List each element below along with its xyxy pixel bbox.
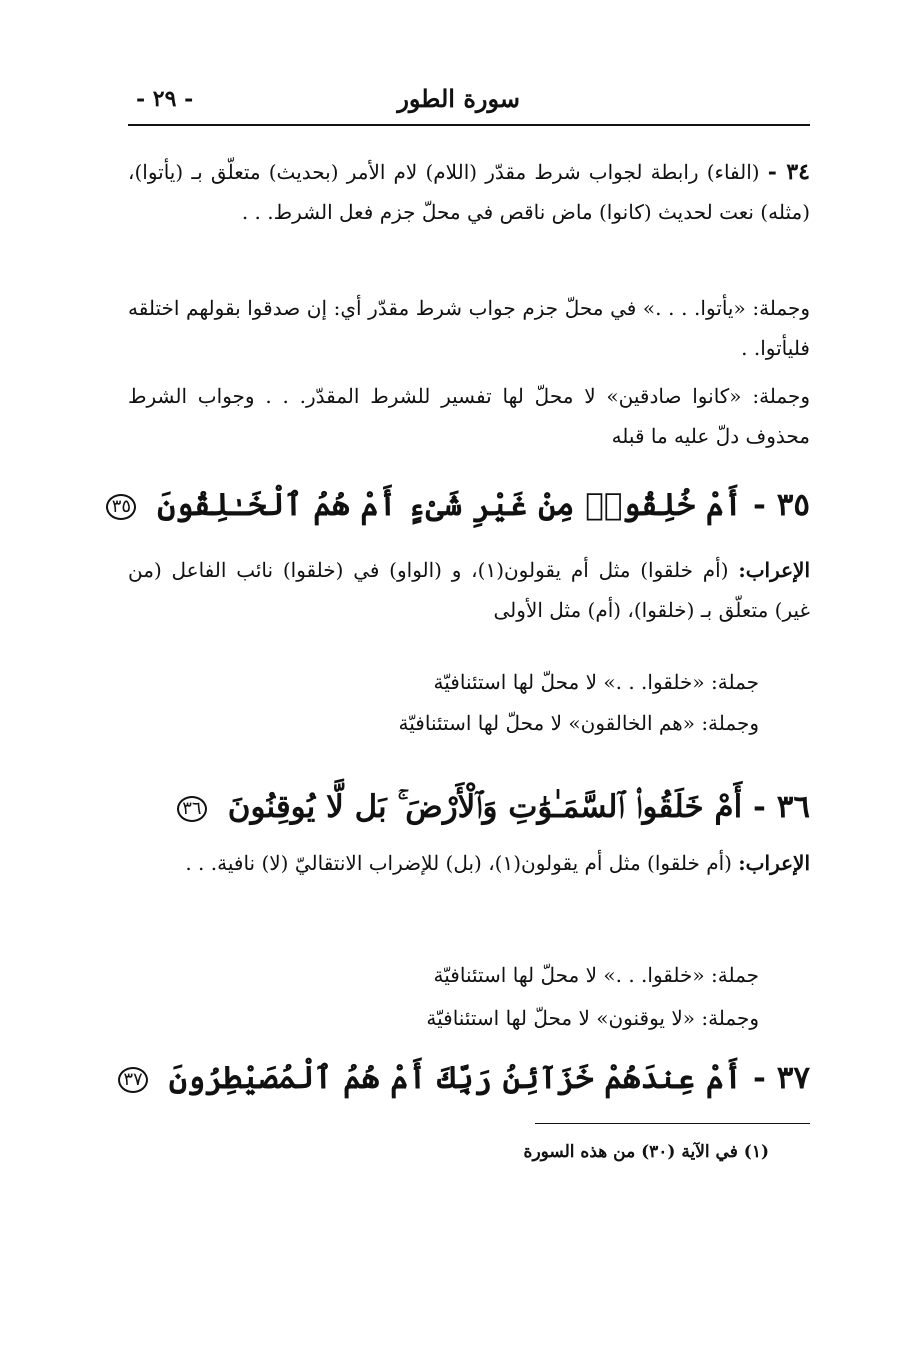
verse-37-number: ٣٧ - xyxy=(753,1060,810,1096)
page-header xyxy=(128,80,810,122)
v34-text: (الفاء) رابطة لجواب شرط مقدّر (اللام) لام الأمر (بحديث) متعلّق بـ (يأتوا)، (مثله) نعت لحديث (كانوا) ماض ناقص في محلّ جزم فعل الشرط. . . xyxy=(128,160,810,224)
v34-sentence-1: وجملة: «يأتوا. . . .» في محلّ جزم جواب شرط مقدّر أي: إن صدقوا بقولهم اختلقه فليأتوا. . xyxy=(128,296,810,360)
verse-37 xyxy=(123,1053,810,1103)
verse-36-text: أَمْ خَلَقُوا۟ ٱلسَّمَـٰوَٰتِ وَٱلْأَرْضَ ۚ بَل لَّا يُوقِنُونَ xyxy=(227,789,743,825)
v34-sentence-2: وجملة: «كانوا صادقين» لا محلّ لها تفسير للشرط المقدّر. . . وجواب الشرط محذوف دلّ عليه ما قبله xyxy=(128,384,810,448)
footnote: (١) في الآية (٣٠) من هذه السورة xyxy=(523,1142,769,1162)
surah-title: سورة الطور xyxy=(397,84,520,113)
page-number: - ٢٩ - xyxy=(136,86,194,112)
v35-jumla-2: وجملة: «هم الخالقون» لا محلّ لها استئنافيّة xyxy=(398,711,759,735)
verse-35-text: أَمْ خُلِقُوا۟ مِنْ غَيْرِ شَىْءٍ أَمْ هُمُ ٱلْخَـٰلِقُونَ xyxy=(157,487,743,523)
v36-irab-label: الإعراب: xyxy=(738,851,810,875)
ayah-marker-35: ٣٥ xyxy=(106,494,136,520)
v35-irab xyxy=(128,550,810,630)
v36-jumla-2: وجملة: «لا يوقنون» لا محلّ لها استئنافيّة xyxy=(426,1006,759,1030)
v34-number: ٣٤ - xyxy=(767,159,810,185)
verse-37-text: أَمْ عِندَهُمْ خَزَآئِنُ رَبِّكَ أَمْ هُمُ ٱلْمُصَيْطِرُونَ xyxy=(168,1060,743,1096)
ayah-marker-36: ٣٦ xyxy=(177,796,207,822)
verse-36-number: ٣٦ - xyxy=(753,789,810,825)
v34-commentary xyxy=(128,152,810,232)
v36-irab-text: (أم خلقوا) مثل أم يقولون(١)، (بل) للإضراب الانتقاليّ (لا) نافية. . . xyxy=(185,851,732,875)
header-divider xyxy=(128,124,810,126)
v36-jumla-1: جملة: «خلقوا. . .» لا محلّ لها استئنافيّة xyxy=(433,963,759,987)
verse-36 xyxy=(128,782,810,832)
v35-irab-text: (أم خلقوا) مثل أم يقولون(١)، و (الواو) في (خلقوا) نائب الفاعل (من غير) متعلّق بـ (خلقوا)، (أم) مثل الأولى xyxy=(128,558,810,622)
v35-irab-label: الإعراب: xyxy=(738,558,811,582)
ayah-marker-37: ٣٧ xyxy=(118,1067,148,1093)
verse-35 xyxy=(111,480,810,530)
v35-jumla-1: جملة: «خلقوا. . .» لا محلّ لها استئنافيّة xyxy=(433,670,759,694)
footnote-divider xyxy=(535,1123,810,1124)
verse-35-number: ٣٥ - xyxy=(753,487,810,523)
v36-irab xyxy=(128,843,810,883)
